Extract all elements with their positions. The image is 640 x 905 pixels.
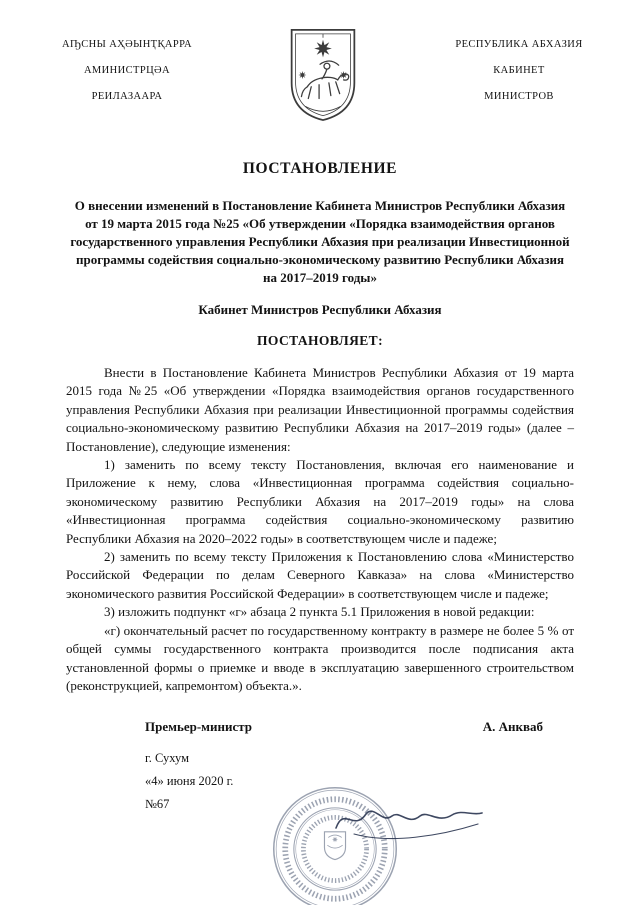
letterhead-right-line: КАБИНЕТ — [493, 65, 545, 76]
subject-heading: О внесении изменений в Постановление Кабинета Министров Республики Абхазия от 19 марта 2015 года №25 «Об утверждении «Порядка взаимодействия органов государственного управления Республики Абхазия при реализации Инвестиционной программы содействия социально-экономическому развитию Республики Абхазия на 2017–2019 годы» — [70, 198, 570, 285]
letterhead-right — [426, 26, 612, 110]
letterhead-left — [34, 26, 220, 110]
signature-title: Премьер-министр — [145, 719, 253, 735]
letterhead-left-line: РЕИЛАЗААРА — [91, 91, 163, 102]
letterhead-left-line: АМИНИСТРЦӘА — [83, 65, 171, 76]
letterhead-right-line: МИНИСТРОВ — [484, 91, 554, 102]
footer-city: г. Сухум — [145, 751, 190, 766]
document-body — [66, 364, 574, 695]
letterhead-right-line: РЕСПУБЛИКА АБХАЗИЯ — [455, 39, 583, 50]
body-paragraph: 3) изложить подпункт «г» абзаца 2 пункта 5.1 Приложения в новой редакции: — [104, 604, 535, 620]
signature-block — [145, 719, 543, 735]
resolution-keyword: ПОСТАНОВЛЯЕТ: — [256, 333, 383, 348]
issuer-line: Кабинет Министров Республики Абхазия — [198, 302, 442, 317]
letterhead — [0, 0, 640, 124]
footer-date: «4» июня 2020 г. — [145, 774, 234, 789]
letterhead-left-line: АҦСНЫ АҲӘЫНҬҚАРРА — [62, 39, 192, 50]
body-paragraph: Внести в Постановление Кабинета Министров Республики Абхазия от 19 марта 2015 года №25 «Об утверждении «Порядка взаимодействия органов государственного управления Республики Абхазия при реализации Инвестиционной программы содействия социально-экономическому развитию Республики Абхазия на 2017–2019 годы» (далее – Постановление), следующие изменения: — [66, 365, 574, 454]
coat-of-arms-icon — [283, 26, 363, 124]
body-paragraph: 2) заменить по всему тексту Приложения к Постановлению слова «Министерство Российской Федерации по делам Северного Кавказа» на слова «Министерство экономического развития Российской Федерации» в соответствующем числе и падеже; — [66, 549, 574, 601]
page-title: ПОСТАНОВЛЕНИЕ — [242, 160, 398, 177]
footer-number: №67 — [145, 797, 170, 812]
signature-scribble-icon — [330, 798, 490, 844]
body-paragraph: «г) окончательный расчет по государственному контракту в размере не более 5 % от общей суммы государственного контракта производится после подписания акта установленной формы о приемке и вводе в эксплуатацию завершенного строительством (реконструкцией, капремонтом) объекта.». — [66, 622, 574, 693]
body-paragraph: 1) заменить по всему тексту Постановления, включая его наименование и Приложение к нему, слова «Инвестиционная программа содействия социально-экономическому развитию Республики Абхазия на 2017–2019 годы» на слова «Инвестиционная программа содействия социально-экономическому развитию Республики Абхазия на 2020–2022 годы» в соответствующем числе и падеже; — [66, 457, 574, 546]
signature-name: А. Анкваб — [482, 719, 543, 735]
